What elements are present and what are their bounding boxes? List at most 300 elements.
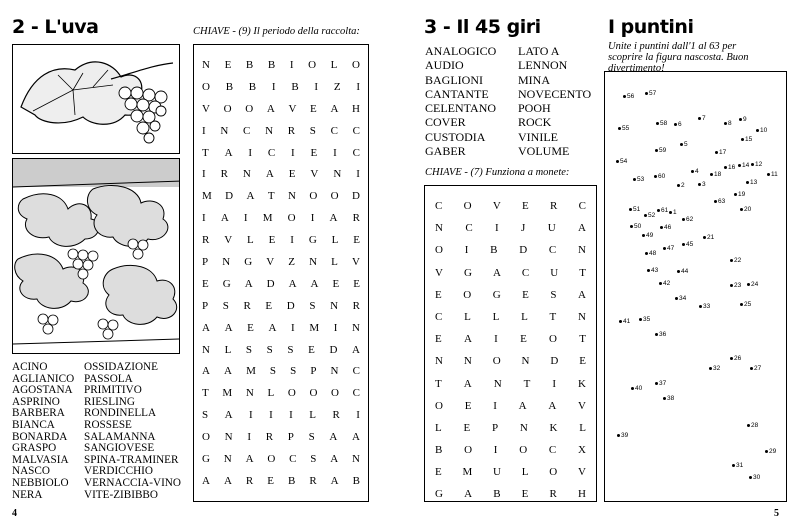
dot-point: 32 [708,365,720,372]
dot-point: 53 [632,176,644,183]
word-list-uva-col2 [84,362,181,501]
word-item: GABER [425,144,466,159]
grid-letter: C [289,453,297,466]
page-number-right: 5 [774,508,779,519]
grid-letter: S [290,365,297,378]
grid-letter: D [550,355,559,368]
grid-letter: T [202,146,209,159]
grid-letter: C [352,365,360,378]
grid-letter: L [492,310,500,323]
dot-point: 12 [750,161,762,168]
grid-letter: V [224,234,233,247]
dot-point: 59 [654,147,666,154]
grid-letter: C [435,310,443,323]
dot-point: 31 [731,462,743,469]
dot-point: 20 [739,206,751,213]
grid-letter: A [352,431,360,444]
word-item: RONDINELLA [84,407,157,420]
grid-letter: L [331,256,338,269]
word-item: SANGIOVESE [84,442,155,455]
grid-letter: N [224,431,233,444]
word-item: MINA [518,72,550,87]
grid-letter: B [225,80,234,93]
grid-letter: C [330,124,338,137]
grid-letter: N [202,343,210,356]
grid-letter: A [246,190,255,203]
dot-point: 2 [676,182,685,189]
grid-letter: X [578,444,586,457]
dot-point: 25 [739,301,751,308]
grid-row [202,99,360,121]
grid-letter: E [308,343,315,356]
grid-letter: R [265,431,274,444]
grid-letter: G [435,488,443,501]
grid-letter: V [202,102,210,115]
dot-point: 55 [617,125,629,132]
grid-letter: O [308,59,317,71]
grid-letter: L [579,421,586,434]
dot-point: 35 [638,316,650,323]
word-list-uva-col1 [12,362,74,501]
word-item: CUSTODIA [425,129,486,144]
dot-point: 22 [729,257,741,264]
grid-letter: I [333,321,338,334]
grid-letter: V [435,266,443,279]
grid-letter: A [330,474,339,487]
grid-letter: E [464,399,472,412]
grid-letter: I [202,212,206,225]
word-item: ASPRINO [12,395,60,408]
grid-letter: P [310,365,317,378]
grid-letter: O [287,212,296,225]
grid-letter: M [462,466,473,479]
grid-letter: D [329,343,338,356]
grid-letter: N [202,59,210,71]
grid-letter: M [246,365,256,378]
grid-letter: E [435,288,442,301]
grid-letter: N [435,222,443,235]
grid-letter: C [548,444,557,457]
grid-row [202,296,360,318]
grid-letter: B [248,80,257,93]
grid-letter: M [262,212,273,225]
grid-letter: E [579,355,586,368]
dot-point: 5 [679,141,688,148]
grid-letter: C [352,146,360,159]
grid-letter: O [267,453,276,466]
grid-letter: I [289,59,294,71]
grid-letter: T [579,333,586,346]
grid-letter: L [224,343,232,356]
grid-letter: A [268,321,277,334]
dot-point: 3 [697,181,706,188]
grid-letter: R [220,168,228,181]
grid-letter: V [492,200,501,212]
grid-letter: R [352,299,360,312]
grid-row [202,405,360,427]
dot-point: 9 [738,116,747,123]
grid-letter: R [243,299,251,312]
dot-point: 24 [746,281,758,288]
grid-letter: I [552,377,557,390]
word-item: ROCK [518,115,552,130]
grid-letter: A [265,168,274,181]
grid-letter: T [523,377,531,390]
word-item: BIANCA [12,418,55,431]
grid-letter: L [267,387,275,400]
grid-letter: N [242,168,251,181]
grid-letter: N [521,355,530,368]
grid-letter: P [491,421,499,434]
word-item: ROSSESE [84,418,132,431]
grid-letter: O [549,466,558,479]
grid-letter: I [493,444,498,457]
dot-point: 23 [729,282,741,289]
dots-puzzle-box [604,71,787,502]
grid-letter: G [463,266,472,279]
grid-letter: I [333,146,337,159]
grid-letter: L [331,234,339,247]
word-item: AGOSTANA [12,384,73,397]
grid-row [202,186,360,208]
word-item: AUDIO [425,58,464,73]
grid-letter: I [289,409,293,422]
grid-letter: S [266,343,273,356]
grid-letter: I [243,212,248,225]
grid-letter: A [288,277,297,290]
grid-letter: N [330,365,339,378]
grid-letter: B [435,444,443,457]
word-item: PASSOLA [84,372,133,385]
grid-letter: A [220,212,229,225]
grid-letter: A [330,453,339,466]
grid-row [202,361,360,383]
grid-letter: C [435,200,443,212]
grid-letter: I [495,222,499,235]
grid-letter: E [310,102,317,115]
grid-letter: V [310,168,319,181]
grid-letter: S [309,124,316,137]
grid-letter: E [332,277,340,290]
page-title-puntini: I puntini [608,16,694,38]
grid-letter: A [224,146,233,159]
grid-letter: G [222,277,231,290]
grid-letter: N [309,256,318,269]
grid-letter: R [549,488,557,501]
dot-point: 1 [668,209,677,216]
dot-point: 17 [714,149,726,156]
dot-point: 37 [654,380,666,387]
grid-row [435,284,586,306]
grid-letter: I [494,333,498,346]
grid-letter: I [248,409,253,422]
grid-letter: E [435,466,442,479]
grid-letter: G [492,288,501,301]
grid-row [435,439,586,461]
grid-letter: O [464,444,473,457]
dot-point: 38 [662,395,674,402]
dot-point: 16 [723,164,735,171]
dot-point: 40 [630,385,642,392]
dot-point: 49 [641,232,653,239]
grid-letter: N [351,321,360,334]
grid-row [202,230,360,252]
grid-letter: H [578,488,586,501]
grid-row [202,143,360,165]
word-item: NASCO [12,465,50,478]
dot-point: 62 [681,216,693,223]
grid-letter: O [202,431,210,444]
dot-point: 34 [674,295,686,302]
dot-point: 47 [662,245,674,252]
dot-point: 14 [737,162,749,169]
grid-letter: O [549,333,557,346]
dot-point: 21 [702,234,714,241]
grid-letter: T [549,310,557,323]
grid-letter: E [267,474,274,487]
grid-letter: D [266,277,275,290]
grid-letter: M [309,321,320,334]
dot-point: 7 [697,115,706,122]
grid-letter: N [578,310,586,323]
dot-point: 28 [746,422,758,429]
grid-letter: S [245,343,253,356]
grid-letter: C [548,244,557,257]
grid-letter: N [519,421,528,434]
word-item: BONARDA [12,430,68,443]
grid-row [435,461,586,483]
grid-letter: E [520,333,527,346]
grid-letter: O [435,244,443,257]
grid-letter: N [435,355,443,368]
grid-letter: E [247,321,254,334]
grid-letter: O [492,355,501,368]
page-title-45-giri: 3 - Il 45 giri [424,16,541,38]
grid-letter: E [310,146,318,159]
grid-row [202,208,360,230]
grid-letter: K [578,377,586,390]
grid-letter: I [291,146,295,159]
grid-letter: L [464,310,471,323]
grid-letter: B [291,80,299,93]
grid-row [202,318,360,340]
dot-point: 33 [698,303,710,310]
grid-letter: E [353,277,360,290]
dot-point: 48 [644,250,656,257]
grid-letter: I [248,146,253,159]
grid-letter: S [222,299,229,312]
grid-row [435,395,586,417]
grid-row [202,55,360,77]
dot-point: 36 [654,331,666,338]
dot-point: 44 [676,268,688,275]
grid-letter: O [245,102,254,115]
grid-letter: R [550,200,558,212]
word-item: VITE-ZIBIBBO [84,488,158,501]
grid-letter: N [330,299,339,312]
word-item: OSSIDAZIONE [84,361,158,373]
grid-letter: O [435,399,443,412]
grid-letter: O [330,190,339,203]
dot-point: 39 [616,432,628,439]
grid-letter: J [521,222,526,235]
grid-letter: C [243,124,251,137]
grid-row [202,471,360,493]
word-item: PRIMITIVO [84,384,142,397]
dot-point: 63 [713,198,725,205]
grid-letter: I [464,244,469,257]
grid-letter: P [202,256,209,269]
grid-letter: A [224,409,233,422]
dot-point: 27 [749,365,761,372]
grid-letter: I [202,168,206,181]
grid-letter: L [521,466,529,479]
dot-point: 8 [723,120,732,127]
dot-point: 11 [766,171,778,178]
grid-letter: H [352,102,360,115]
grid-letter: E [224,59,232,71]
word-item: COVER [425,115,466,130]
grid-letter: I [356,168,360,181]
dot-point: 50 [629,223,641,230]
grid-letter: I [314,80,319,93]
grid-letter: O [309,190,318,203]
grid-letter: I [202,124,206,137]
grid-letter: L [521,310,528,323]
grid-row [202,427,360,449]
grid-letter: A [266,102,275,115]
grid-row [202,252,360,274]
dot-point: 10 [755,127,767,134]
grid-letter: S [269,365,277,378]
dot-point: 46 [659,224,671,231]
grid-row [435,262,586,284]
word-item: NEBBIOLO [12,476,69,489]
grid-letter: A [352,343,360,356]
grid-letter: A [244,277,253,290]
grid-row [435,483,586,505]
grid-letter: V [578,399,586,412]
grid-row [435,195,586,217]
grid-letter: E [202,277,209,290]
grid-letter: B [352,474,360,487]
grid-letter: R [332,409,340,422]
grid-letter: L [247,234,254,247]
grid-letter: N [333,168,342,181]
grid-letter: C [352,387,360,400]
grid-letter: C [521,266,530,279]
grid-row [435,328,586,350]
grid-letter: A [463,333,472,346]
grid-letter: I [310,212,315,225]
word-list-45-col2 [518,44,591,158]
grid-letter: P [287,431,294,444]
grid-letter: B [267,59,276,71]
grid-letter: C [352,124,360,137]
grid-letter: O [202,80,210,93]
grid-row [202,121,360,143]
grid-letter: N [463,355,472,368]
grid-letter: T [579,266,586,279]
grid-letter: A [202,321,210,334]
grid-letter: U [493,466,501,479]
grid-letter: D [519,244,528,257]
dot-point: 30 [748,474,760,481]
grid-row [202,77,360,99]
key-clue-left: CHIAVE - (9) Il periodo della raccolta: [193,26,360,37]
dot-point: 41 [618,318,630,325]
word-item: MALVASIA [12,453,69,466]
grid-letter: N [578,244,586,257]
grid-letter: I [247,431,251,444]
grid-row [435,239,586,261]
grid-row [202,164,360,186]
grid-row [435,306,586,328]
grid-letter: E [435,333,442,346]
page-title-uva: 2 - L'uva [12,16,99,38]
grid-letter: R [245,474,254,487]
dot-point: 51 [628,206,640,213]
grid-letter: B [493,488,501,501]
key-clue-right: CHIAVE - (7) Funziona a monete: [425,167,570,178]
word-item: SALAMANNA [84,430,156,443]
grid-letter: N [245,387,254,400]
word-item: VOLUME [518,144,570,159]
dot-point: 61 [656,207,668,214]
dot-point: 45 [681,241,693,248]
grid-letter: T [267,190,275,203]
grid-row [202,274,360,296]
grid-letter: S [309,299,316,312]
grid-letter: A [223,474,232,487]
grid-letter: D [225,190,234,203]
grid-letter: R [352,212,360,225]
grid-letter: A [245,453,254,466]
grid-letter: S [550,288,557,301]
grid-letter: U [547,222,556,235]
dot-point: 56 [622,93,634,100]
grid-letter: O [352,59,360,71]
grid-letter: T [202,387,209,400]
grid-row [435,417,586,439]
grid-letter: E [288,168,296,181]
grid-letter: A [548,399,557,412]
grid-letter: I [356,409,360,422]
grid-letter: G [308,234,317,247]
word-item: BARBERA [12,407,65,420]
grid-letter: S [308,431,315,444]
grid-letter: V [288,102,297,115]
grid-letter: A [578,222,586,235]
grid-letter: N [493,377,502,390]
word-item: VERDICCHIO [84,465,153,478]
grid-letter: A [492,266,501,279]
grid-letter: Z [333,80,341,93]
dot-point: 54 [615,158,627,165]
word-item: AGLIANICO [12,372,75,385]
grid-letter: N [222,256,231,269]
grid-letter: I [290,234,294,247]
grid-letter: L [309,409,317,422]
grid-letter: L [330,59,338,71]
grid-letter: C [578,200,586,212]
word-item: LENNON [518,58,568,73]
grid-letter: N [287,190,296,203]
grid-letter: M [202,190,212,203]
dot-point: 52 [643,212,655,219]
grid-letter: N [223,453,232,466]
word-item: SPINA-TRAMINER [84,453,179,466]
